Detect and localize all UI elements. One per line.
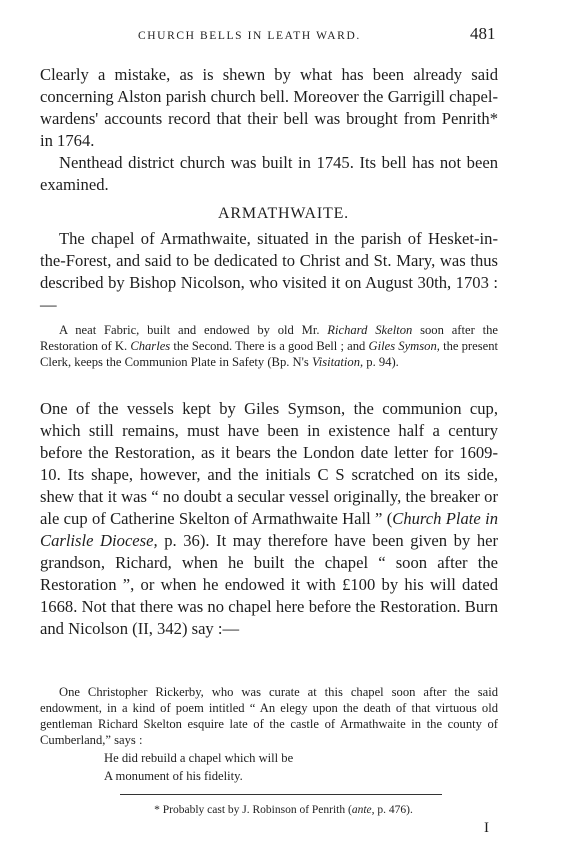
quote-text: the Second. There is a good Bell ; and (170, 339, 369, 353)
signature-mark: I (484, 820, 489, 836)
quote-text: A neat Fabric, built and endowed by old Mr. (59, 323, 328, 337)
paragraph-text: One of the vessels kept by Giles Symson, the communion cup, which still remains, must have been in existence half a century before the Restoration, as it bears the London date letter for 1609-10. Its shape, however, and the initials C S scratched on its side, shew that it was “ no doubt a secular vessel originally, the breaker or ale cup of Catherine Skelton of Armathwaite Hall ” ( (40, 399, 498, 528)
quote-name: Charles (130, 339, 171, 353)
quote-nicolson (40, 322, 498, 370)
section-heading: ARMATHWAITE. (218, 205, 349, 222)
paragraph-armathwaite-intro: The chapel of Armathwaite, situated in the parish of Hesket-in-the-Forest, and said to be dedicated to Christ and St. Mary, was thus described by Bishop Nicolson, who visited it on August 30th, 1703 :— (40, 229, 498, 314)
quote-text: p. 94). (363, 355, 399, 369)
footnote-text: p. 476). (374, 804, 413, 816)
paragraph-communion-cup (40, 398, 498, 640)
quote-name: Giles Symson, (368, 339, 440, 353)
footnote-italic: ante, (351, 804, 375, 816)
footnote (0, 804, 567, 816)
running-title: CHURCH BELLS IN LEATH WARD. (138, 30, 361, 42)
page-number: 481 (470, 24, 496, 43)
quote-text: soon after the Restoration of K. (40, 323, 498, 353)
paragraph-nenthead: Nenthead district church was built in 1745. Its bell has not been examined. (40, 153, 498, 194)
quote-text: the present Clerk, keeps the Communion Plate in Safety (Bp. N's (40, 339, 499, 369)
quote-name: Richard Skelton (327, 323, 413, 337)
paragraph-alston: Clearly a mistake, as is shewn by what has been already said concerning Alston parish church bell. Moreover the Garrigill chapel-wardens' accounts record that their bell was brought from Penrith* in 1764. (40, 65, 498, 150)
quote-title: Visitation, (311, 355, 364, 369)
verse-line: A monument of his fidelity. (104, 769, 243, 783)
quote-rickerby: One Christopher Rickerby, who was curate at this chapel soon after the said endowment, in a kind of poem intitled “ An elegy upon the death of that virtuous old gentleman Richard Skelton esquire late of the castle of Armathwaite in the county of Cumberland,” says : (40, 685, 498, 747)
paragraph-text: p. 36). It may therefore have been given by her grandson, Richard, when he built the chapel “ soon after the Restoration ”, or when he endowed it with £100 by his will dated 1668. Not that there was no chapel here before the Restoration. Burn and Nicolson (II, 342) say :— (40, 531, 499, 638)
page-header (0, 22, 567, 42)
book-title: Church Plate in Carlisle Diocese, (40, 509, 499, 550)
footnote-rule (120, 794, 442, 795)
verse-line: He did rebuild a chapel which will be (104, 751, 294, 765)
footnote-text: * Probably cast by J. Robinson of Penrith ( (154, 804, 352, 816)
